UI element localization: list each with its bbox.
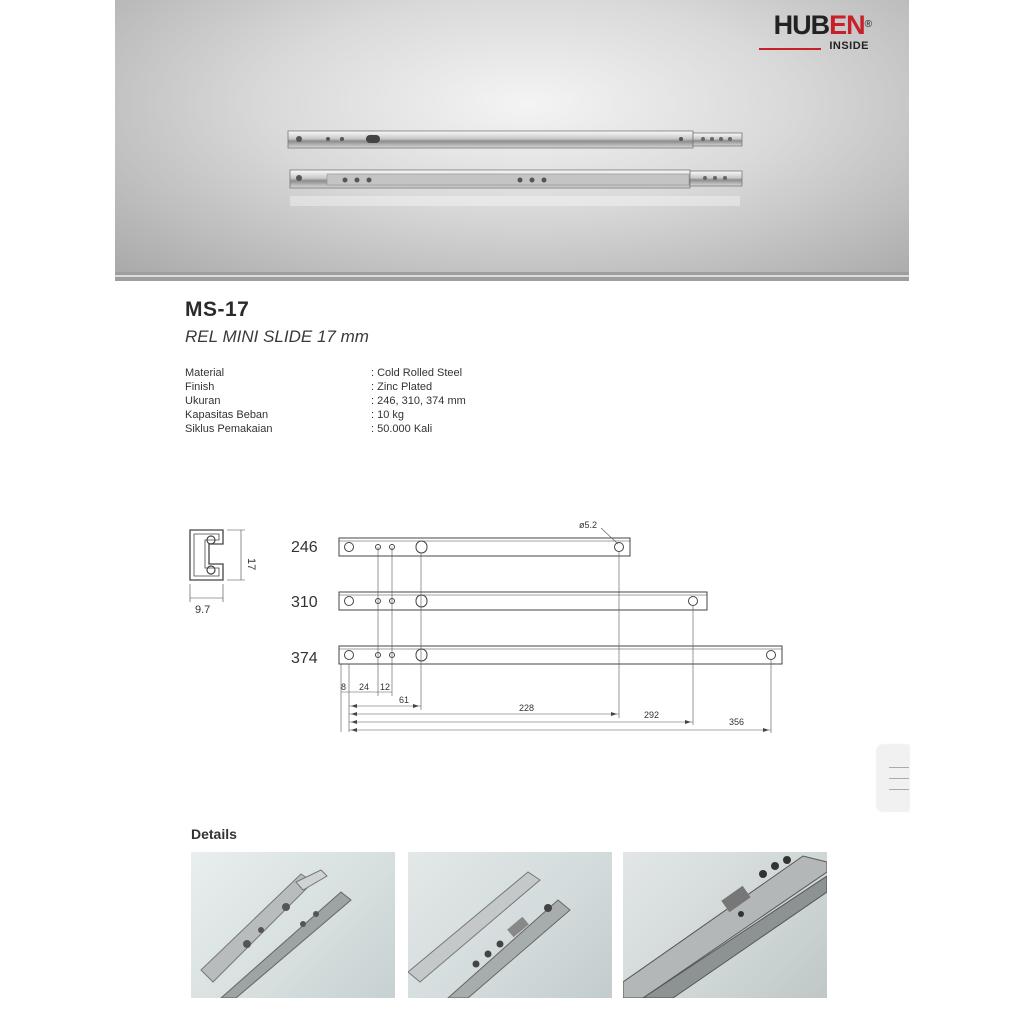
length-label-310: 310 xyxy=(291,594,318,611)
spec-row: Siklus Pemakaian : 50.000 Kali xyxy=(185,423,433,435)
details-heading: Details xyxy=(191,826,237,842)
brand-logo xyxy=(774,10,871,56)
product-page xyxy=(115,0,909,1024)
logo-wordmark: HUBEN® xyxy=(773,10,871,40)
length-label-246: 246 xyxy=(291,539,318,556)
dim-292: 292 xyxy=(644,710,660,720)
spec-row: Material : Cold Rolled Steel xyxy=(185,367,463,379)
length-label-374: 374 xyxy=(291,650,318,667)
hero-banner xyxy=(115,0,909,272)
side-menu-tab[interactable] xyxy=(877,745,909,811)
dim-61: 61 xyxy=(399,695,410,705)
dim-24: 24 xyxy=(359,682,370,692)
spec-row: Ukuran : 246, 310, 374 mm xyxy=(185,395,466,407)
hole-diameter-label: ø5.2 xyxy=(579,520,598,530)
dim-profile-height: 17 xyxy=(245,558,257,571)
detail-photo-3 xyxy=(623,852,827,998)
spec-table xyxy=(185,366,545,436)
dim-12: 12 xyxy=(380,682,391,692)
technical-drawing xyxy=(115,500,909,750)
product-model: MS-17 xyxy=(185,298,250,321)
dim-profile-width: 9.7 xyxy=(195,604,211,616)
product-name: REL MINI SLIDE 17 mm xyxy=(185,327,369,346)
rail-profile xyxy=(190,530,245,602)
spec-row: Kapasitas Beban : 10 kg xyxy=(185,409,405,421)
hero-divider xyxy=(115,272,909,281)
dim-8: 8 xyxy=(341,682,347,692)
detail-photo-1 xyxy=(191,852,395,998)
spec-row: Finish : Zinc Plated xyxy=(185,381,433,393)
detail-photo-2 xyxy=(408,852,612,998)
dim-228: 228 xyxy=(519,703,535,713)
dim-356: 356 xyxy=(729,717,745,727)
logo-tagline: INSIDE xyxy=(774,40,871,56)
